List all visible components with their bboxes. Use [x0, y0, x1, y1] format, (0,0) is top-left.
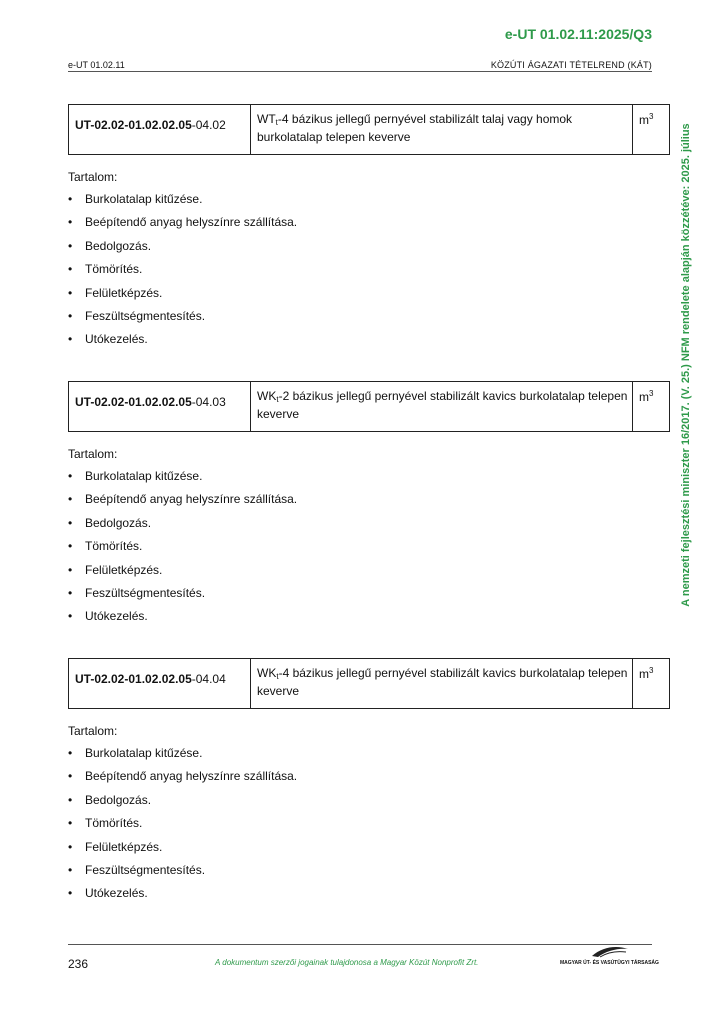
item-unit-cell — [633, 659, 669, 708]
item-code-cell — [69, 105, 251, 154]
list-item — [68, 215, 670, 238]
logo-text: MAGYAR ÚT- ÉS VASÚTÜGYI TÁRSASÁG — [560, 960, 659, 966]
list-item-text: Tömörítés. — [85, 816, 143, 831]
bullet-dot-icon: • — [68, 839, 73, 854]
item-code-bold: UT-02.02-01.02.02.05 — [75, 672, 192, 686]
list-item-text: Utókezelés. — [85, 332, 148, 347]
list-item-text: Burkolatalap kitűzése. — [85, 192, 203, 206]
bullet-dot-icon: • — [68, 515, 73, 530]
item-desc-text: -4 bázikus jellegű pernyével stabilizált kavics burkolatalap telepen keverve — [257, 666, 628, 698]
bullet-dot-icon: • — [68, 746, 73, 760]
item-table — [68, 658, 670, 709]
list-item-text: Feszültségmentesítés. — [85, 862, 206, 877]
content-label: Tartalom: — [68, 724, 118, 738]
bullet-dot-icon: • — [68, 238, 73, 253]
item-unit-exponent: 3 — [649, 389, 654, 398]
page-number: 236 — [68, 957, 89, 971]
list-item — [68, 563, 670, 586]
list-item — [68, 793, 670, 816]
item-unit-exponent: 3 — [649, 666, 654, 675]
list-item-text: Bedolgozás. — [85, 515, 152, 530]
content-label: Tartalom: — [68, 170, 118, 184]
bullet-dot-icon: • — [68, 792, 73, 807]
list-item-text: Utókezelés. — [85, 886, 148, 901]
item-desc-subscript: t — [276, 395, 279, 404]
bullet-dot-icon: • — [68, 308, 73, 323]
bullet-dot-icon: • — [68, 469, 73, 483]
bullet-dot-icon: • — [68, 816, 73, 831]
item-description-cell — [251, 105, 633, 154]
item-code-bold: UT-02.02-01.02.02.05 — [75, 395, 192, 409]
list-item-text: Beépítendő anyag helyszínre szállítása. — [85, 769, 298, 784]
list-item-text: Feszültségmentesítés. — [85, 308, 206, 323]
side-publication-note: A nemzeti fejlesztési miniszter 16/2017. (V. 25.) NFM rendelete alapján közzétéve: 2025. július — [680, 123, 692, 607]
item-table — [68, 104, 670, 155]
list-item-text: Felületképzés. — [85, 562, 163, 577]
bullet-dot-icon: • — [68, 262, 73, 277]
content-label: Tartalom: — [68, 447, 118, 461]
item-code-cell — [69, 659, 251, 708]
list-item — [68, 886, 670, 909]
item-code-suffix: -04.02 — [191, 118, 226, 132]
item-code-bold: UT-02.02-01.02.02.05 — [75, 118, 192, 132]
list-item — [68, 516, 670, 539]
item-description-cell — [251, 382, 633, 431]
copyright-note: A dokumentum szerzői jogainak tulajdonosa a Magyar Közút Nonprofit Zrt. — [215, 958, 479, 967]
header-left: e-UT 01.02.11 — [68, 60, 125, 70]
item-table — [68, 381, 670, 432]
bullet-dot-icon: • — [68, 539, 73, 554]
item-unit-base: m — [639, 113, 649, 127]
list-item-text: Burkolatalap kitűzése. — [85, 469, 203, 483]
bullet-dot-icon: • — [68, 332, 73, 347]
list-item — [68, 816, 670, 839]
bullet-list — [68, 746, 670, 910]
list-item-text: Felületképzés. — [85, 285, 163, 300]
bullet-dot-icon: • — [68, 862, 73, 877]
item-desc-subscript: t — [275, 118, 278, 127]
list-item — [68, 309, 670, 332]
item-code-suffix: -04.03 — [191, 395, 226, 409]
list-item — [68, 332, 670, 355]
society-logo-mark-icon — [590, 945, 630, 959]
bullet-list — [68, 469, 670, 633]
bullet-dot-icon: • — [68, 285, 73, 300]
item-desc-prefix: WT — [257, 112, 276, 126]
item-unit-cell — [633, 105, 669, 154]
item-unit-cell — [633, 382, 669, 431]
list-item-text: Bedolgozás. — [85, 792, 152, 807]
bullet-list — [68, 192, 670, 356]
bullet-dot-icon: • — [68, 769, 73, 784]
list-item-text: Felületképzés. — [85, 839, 163, 854]
item-description-cell — [251, 659, 633, 708]
list-item — [68, 192, 670, 215]
list-item — [68, 469, 670, 492]
item-block — [68, 658, 670, 910]
item-desc-prefix: WK — [257, 666, 277, 680]
item-desc-text: -4 bázikus jellegű pernyével stabilizált talaj vagy homok burkolatalap telepen keverve — [257, 112, 573, 144]
list-item — [68, 746, 670, 769]
doc-code: e-UT 01.02.11:2025/Q3 — [504, 26, 652, 42]
bullet-dot-icon: • — [68, 492, 73, 507]
list-item-text: Bedolgozás. — [85, 238, 152, 253]
list-item — [68, 586, 670, 609]
list-item — [68, 609, 670, 632]
list-item — [68, 863, 670, 886]
item-code-cell — [69, 382, 251, 431]
list-item — [68, 239, 670, 262]
list-item — [68, 286, 670, 309]
list-item-text: Beépítendő anyag helyszínre szállítása. — [85, 492, 298, 507]
bullet-dot-icon: • — [68, 192, 73, 206]
item-desc-text: -2 bázikus jellegű pernyével stabilizált kavics burkolatalap telepen keverve — [257, 389, 628, 421]
item-unit-base: m — [639, 667, 649, 681]
list-item — [68, 262, 670, 285]
list-item-text: Tömörítés. — [85, 539, 143, 554]
bullet-dot-icon: • — [68, 585, 73, 600]
bullet-dot-icon: • — [68, 562, 73, 577]
list-item — [68, 840, 670, 863]
header-right: KÖZÚTI ÁGAZATI TÉTELREND (KÁT) — [490, 60, 652, 70]
bullet-dot-icon: • — [68, 609, 73, 624]
list-item-text: Tömörítés. — [85, 262, 143, 277]
list-item-text: Feszültségmentesítés. — [85, 585, 206, 600]
list-item-text: Beépítendő anyag helyszínre szállítása. — [85, 215, 298, 230]
item-block — [68, 104, 670, 356]
society-logo — [560, 945, 659, 969]
item-unit-exponent: 3 — [649, 112, 654, 121]
list-item-text: Utókezelés. — [85, 609, 148, 624]
bullet-dot-icon: • — [68, 215, 73, 230]
bullet-dot-icon: • — [68, 886, 73, 901]
list-item — [68, 539, 670, 562]
list-item — [68, 769, 670, 792]
item-desc-subscript: t — [276, 672, 279, 681]
list-item-text: Burkolatalap kitűzése. — [85, 746, 203, 760]
list-item — [68, 492, 670, 515]
item-desc-prefix: WK — [257, 389, 277, 403]
item-code-suffix: -04.04 — [191, 672, 226, 686]
item-unit-base: m — [639, 390, 649, 404]
header-rule — [68, 71, 652, 72]
item-block — [68, 381, 670, 633]
